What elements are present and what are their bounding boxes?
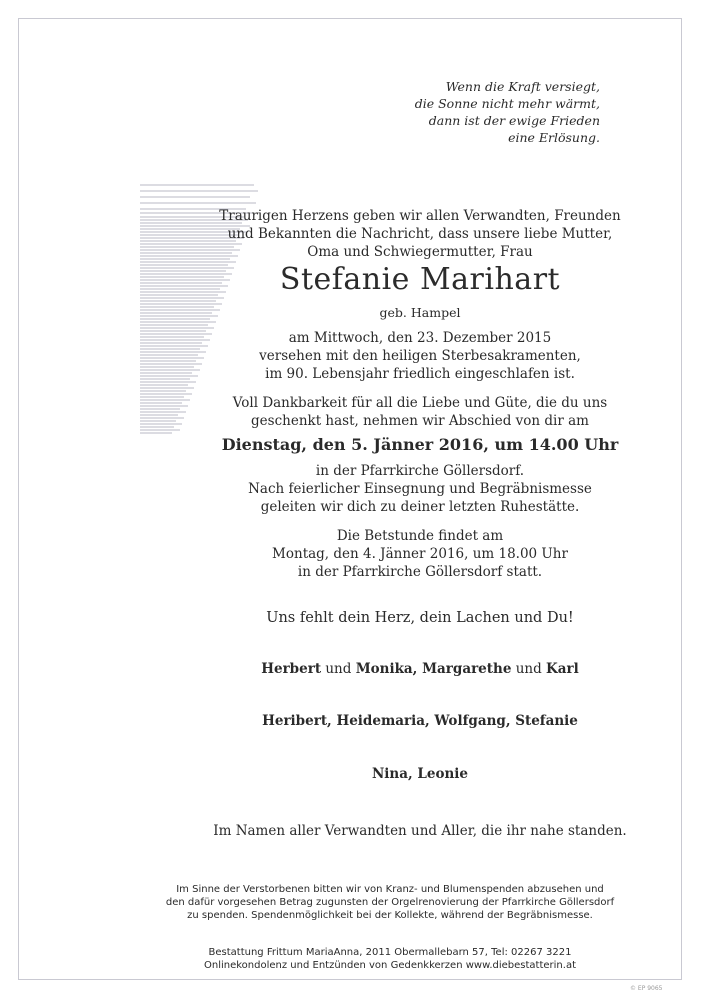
death-line: im 90. Lebensjahr friedlich eingeschlafen ist. [265, 366, 575, 382]
family-names: Heribert, Heidemaria, Wolfgang, Stefanie [262, 713, 578, 729]
deceased-name: Stefanie Marihart [279, 262, 561, 297]
funeral-date: Dienstag, den 5. Jänner 2016, um 14.00 Uhr [221, 435, 619, 454]
prayer-line: in der Pfarrkirche Göllersdorf statt. [297, 564, 543, 580]
family-name: Herbert [261, 661, 322, 677]
print-code: © EP 9065 [630, 985, 663, 992]
death-line: versehen mit den heiligen Sterbesakramenten, [259, 348, 581, 364]
death-line: am Mittwoch, den 23. Dezember 2015 [288, 330, 552, 346]
note-line: den dafür vorgesehen Betrag zugunsten der Orgelrenovierung der Pfarrkirche Göllersdorf [165, 897, 615, 908]
family-row-1 [150, 660, 690, 678]
intro-line: Oma und Schwiegermutter, Frau [307, 244, 533, 260]
funeral-line: Nach feierlicher Einsegnung und Begräbnismesse [248, 481, 592, 497]
donation-note [110, 883, 670, 922]
maiden-name: geb. Hampel [379, 305, 461, 320]
footer-line: Onlinekondolenz und Entzünden von Gedenkkerzen www.diebestatterin.at [203, 960, 576, 971]
prayer-line: Die Betstunde findet am [336, 528, 504, 544]
heart-line: Uns fehlt dein Herz, dein Lachen und Du! [266, 610, 574, 626]
family-names: Nina, Leonie [371, 766, 469, 782]
family-name: Monika, Margarethe [355, 661, 512, 677]
note-line: Im Sinne der Verstorbenen bitten wir von Kranz- und Blumenspenden abzusehen und [176, 884, 604, 895]
funeral-paragraph [150, 462, 690, 516]
thanks-paragraph [150, 394, 690, 430]
closing-line: Im Namen aller Verwandten und Aller, die ihr nahe standen. [213, 823, 627, 839]
family-name: Karl [546, 661, 579, 677]
quote-line: die Sonne nicht mehr wärmt, [414, 96, 600, 111]
quote-line: Wenn die Kraft versiegt, [445, 79, 600, 94]
funeral-line: geleiten wir dich zu deiner letzten Ruhestätte. [260, 499, 580, 515]
family-row-3 [150, 765, 690, 783]
intro-line: Traurigen Herzens geben wir allen Verwandten, Freunden [219, 208, 621, 224]
quote-block [360, 78, 600, 146]
intro-line: und Bekannten die Nachricht, dass unsere liebe Mutter, [227, 226, 613, 242]
footer-line: Bestattung Frittum MariaAnna, 2011 Obermallebarn 57, Tel: 02267 3221 [208, 947, 572, 958]
note-line: zu spenden. Spendenmöglichkeit bei der Kollekte, während der Begräbnismesse. [187, 910, 593, 921]
family-conjunction: und [325, 661, 352, 677]
thanks-line: geschenkt hast, nehmen wir Abschied von dir am [251, 413, 589, 429]
intro-paragraph [150, 207, 690, 261]
quote-line: eine Erlösung. [508, 130, 600, 145]
funeral-line: in der Pfarrkirche Göllersdorf. [315, 463, 525, 479]
death-paragraph [150, 329, 690, 383]
quote-line: dann ist der ewige Frieden [428, 113, 600, 128]
family-conjunction: und [515, 661, 542, 677]
family-row-2 [150, 712, 690, 730]
undertaker-footer [110, 946, 670, 972]
thanks-line: Voll Dankbarkeit für all die Liebe und Güte, die du uns [232, 395, 608, 411]
prayer-paragraph [150, 527, 690, 581]
prayer-line: Montag, den 4. Jänner 2016, um 18.00 Uhr [272, 546, 568, 562]
